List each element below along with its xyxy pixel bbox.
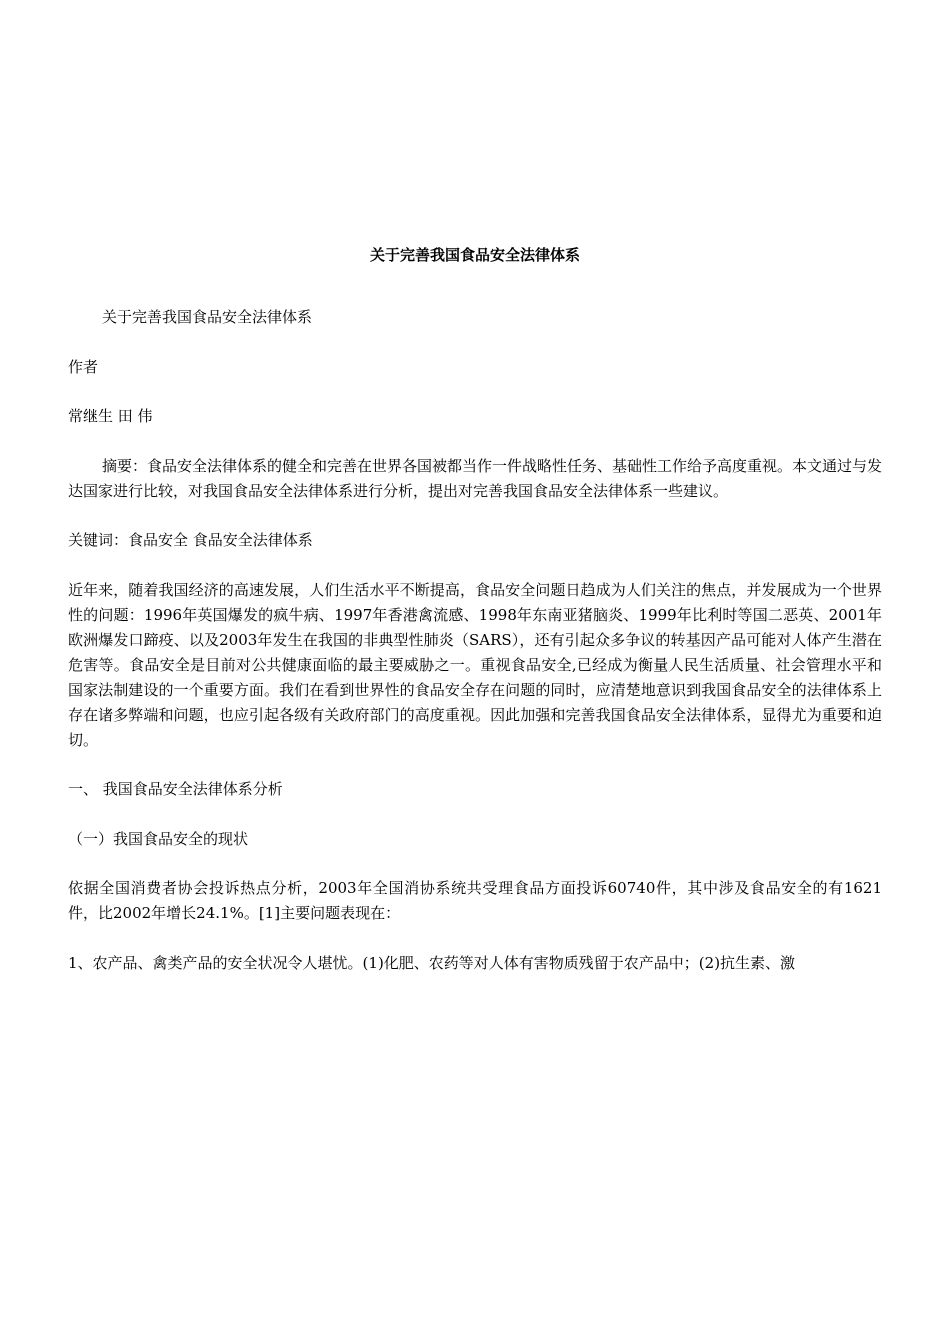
body-paragraph: 依据全国消费者协会投诉热点分析，2003年全国消协系统共受理食品方面投诉60740件，其中涉及食品安全的有1621件，比2002年增长24.1%。[1]主要问题表现在： [68,879,882,922]
author-names: 常继生 田 伟 [68,407,153,425]
abstract-paragraph: 摘要：食品安全法律体系的健全和完善在世界各国被都当作一件战略性任务、基础性工作给予高度重视。本文通过与发达国家进行比较，对我国食品安全法律体系进行分析，提出对完善我国食品安全法律体系一些建议。 [68,456,883,500]
document-body [68,305,882,1000]
intro-paragraph: 近年来，随着我国经济的高速发展，人们生活水平不断提高，食品安全问题日趋成为人们关注的焦点，并发展成为一个世界性的问题：1996年英国爆发的疯牛病、1997年香港禽流感、1998年东南亚猪脑炎、1999年比利时等国二恶英、2001年欧洲爆发口蹄疫、以及2003年发生在我国的非典型性肺炎（SARS），还有引起众多争议的转基因产品可能对人体产生潜在危害等。食品安全是目前对公共健康面临的最主要威胁之一。重视食品安全,已经成为衡量人民生活质量、社会管理水平和国家法制建设的一个重要方面。我们在看到世界性的食品安全存在问题的同时，应清楚地意识到我国食品安全的法律体系上存在诸多弊端和问题，也应引起各级有关政府部门的高度重视。因此加强和完善我国食品安全法律体系，显得尤为重要和迫切。 [68,580,882,749]
author-label: 作者 [68,357,99,376]
subsection-heading: （一）我国食品安全的现状 [68,829,249,848]
document-title: 关于完善我国食品安全法律体系 [369,246,580,264]
subtitle-paragraph: 关于完善我国食品安全法律体系 [102,308,313,326]
list-item-paragraph: 1、农产品、禽类产品的安全状况令人堪忧。(1)化肥、农药等对人体有害物质残留于农产品中；(2)抗生素、激 [68,953,796,972]
section-heading: 一、 我国食品安全法律体系分析 [68,780,283,798]
keywords-paragraph: 关键词：食品安全 食品安全法律体系 [68,531,313,549]
